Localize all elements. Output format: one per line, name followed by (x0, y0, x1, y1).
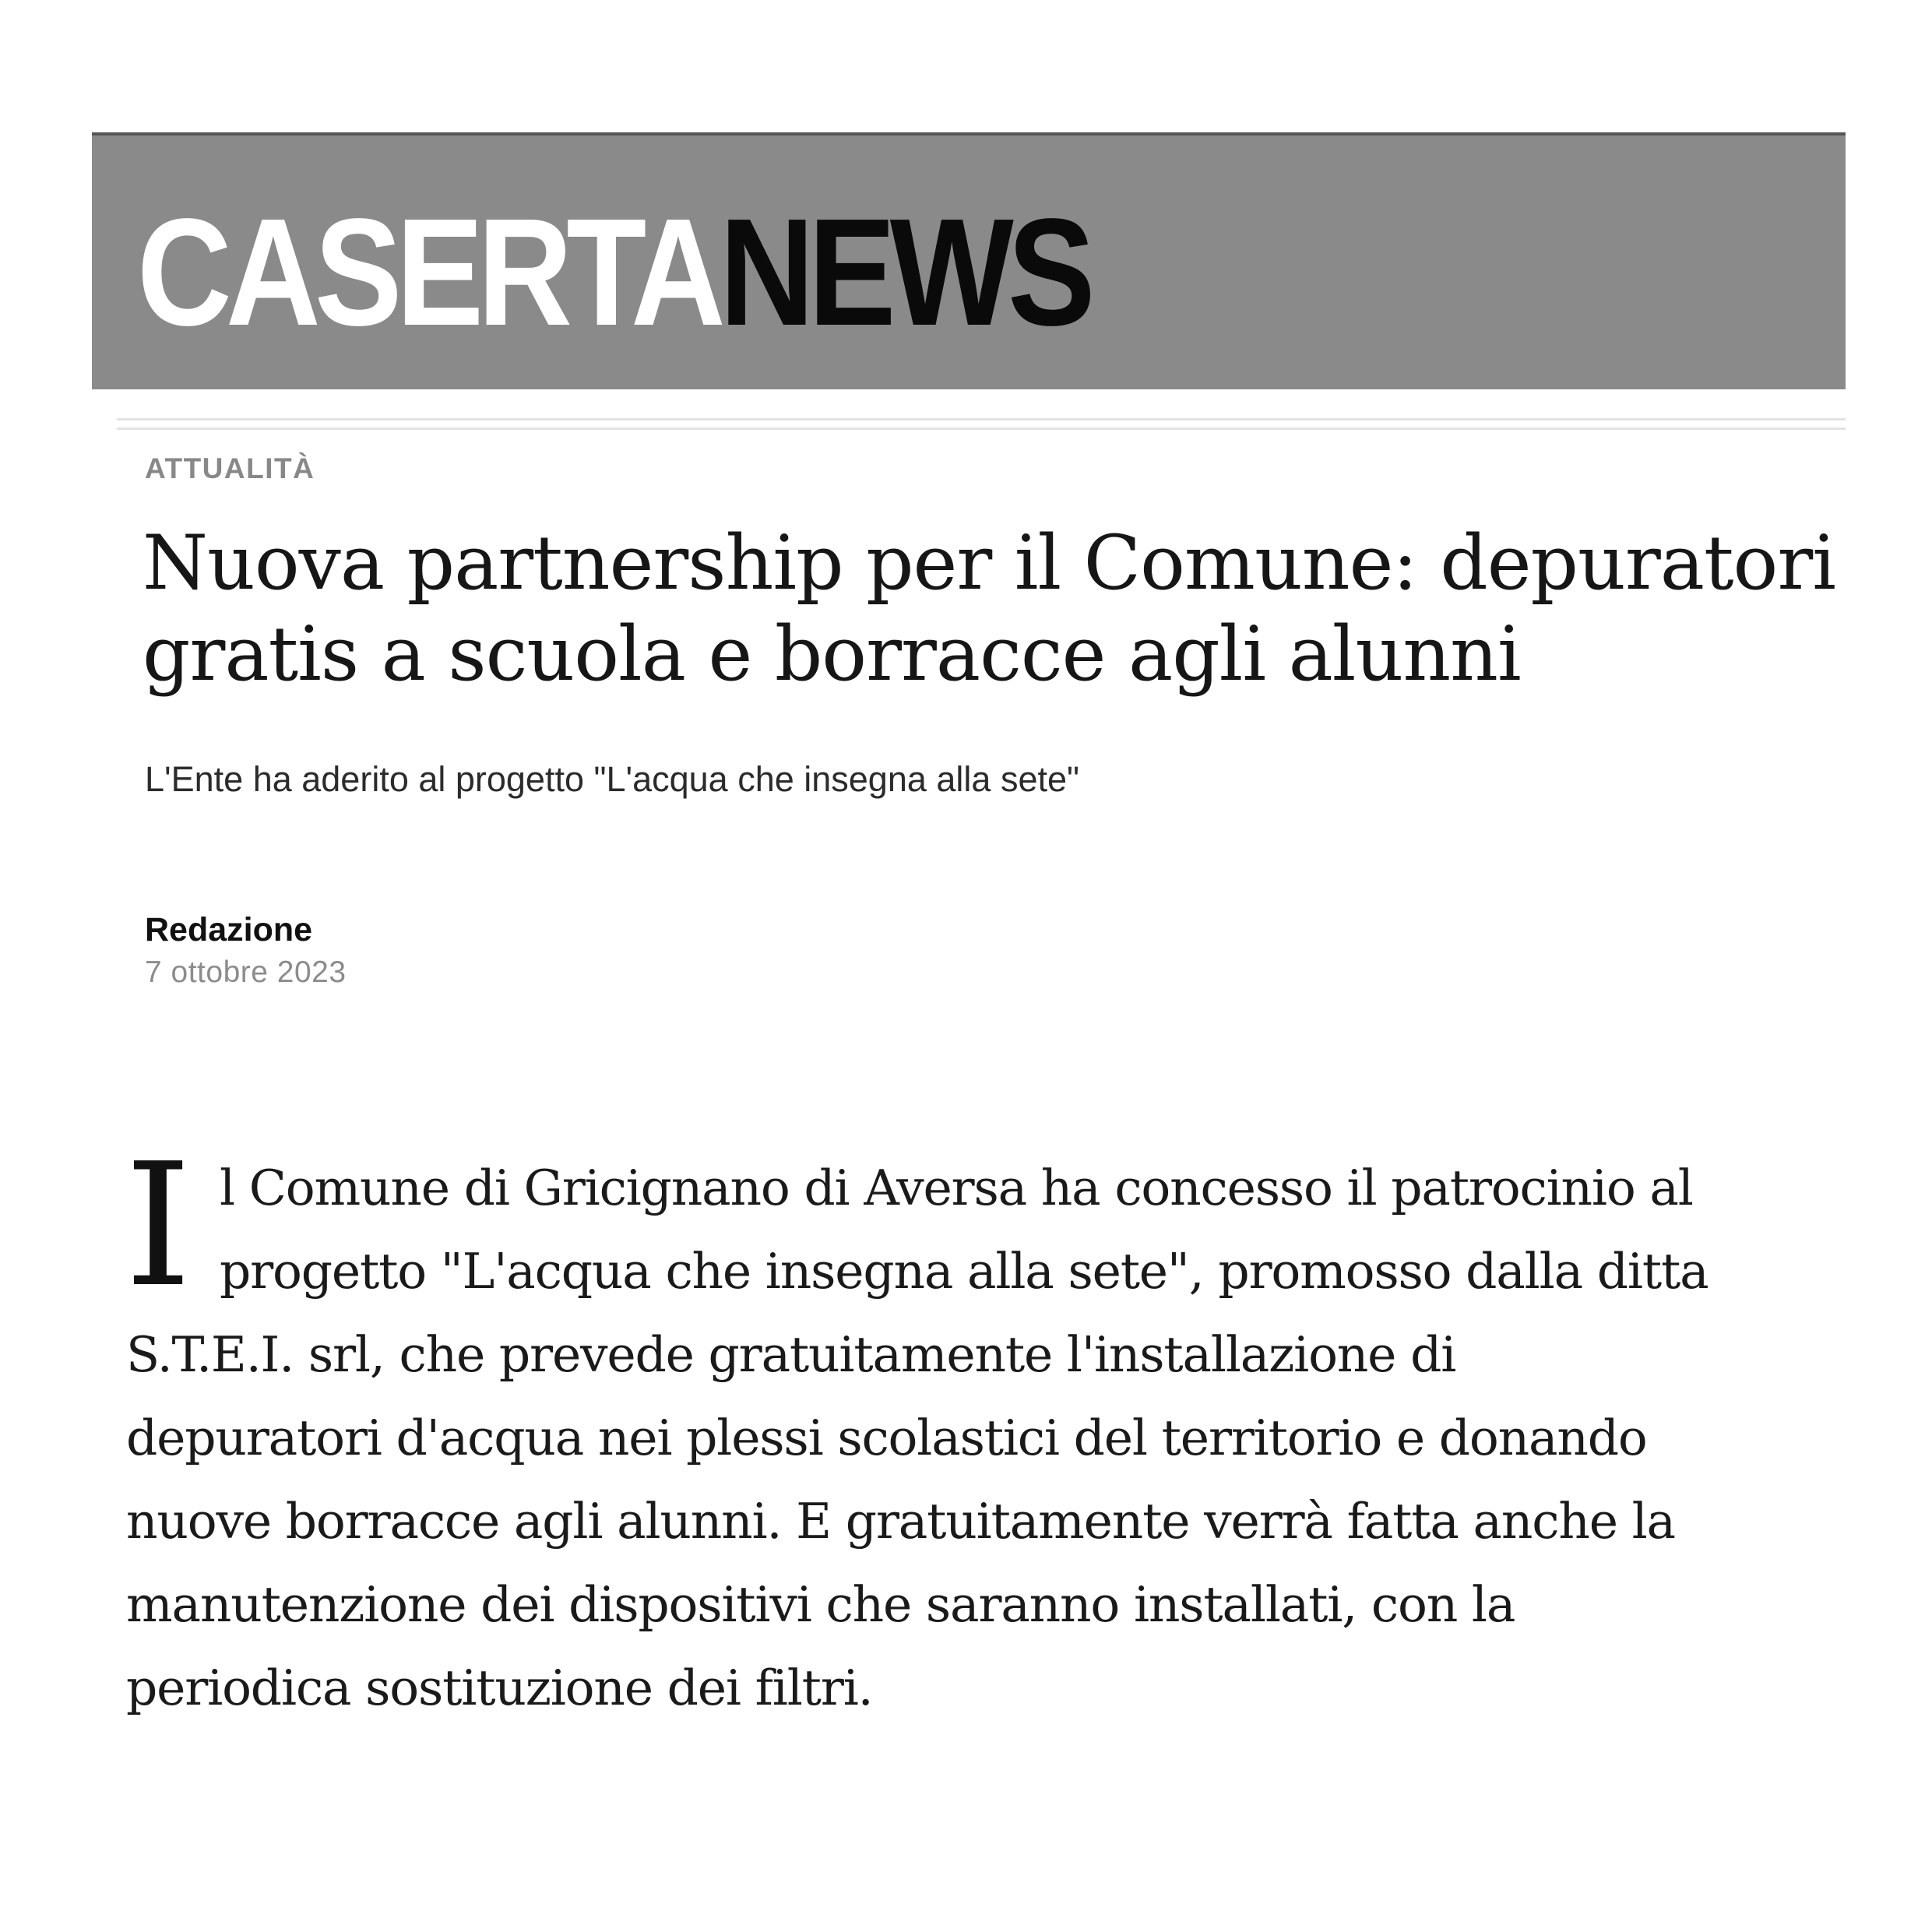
article-subtitle: L'Ente ha aderito al progetto "L'acqua che insegna alla sete" (145, 759, 1079, 799)
header-divider-top (117, 418, 1846, 421)
body-line: periodica sostituzione dei filtri. (126, 1659, 873, 1716)
body-line: nuove borracce agli alunni. E gratuitamente verrà fatta anche la (126, 1493, 1675, 1550)
site-masthead (92, 132, 1846, 389)
body-line: manutenzione dei dispositivi che saranno installati, con la (126, 1576, 1515, 1633)
article-date: 7 ottobre 2023 (145, 955, 347, 989)
body-line: depuratori d'acqua nei plessi scolastici del territorio e donando (126, 1409, 1647, 1466)
article-author[interactable]: Redazione (145, 911, 313, 948)
article-category[interactable]: ATTUALITÀ (145, 452, 315, 484)
logo-word-news: NEWS (720, 187, 1089, 357)
body-line: progetto "L'acqua che insegna alla sete", promosso dalla ditta (220, 1243, 1709, 1300)
article-title: Nuova partnership per il Comune: depuratori gratis a scuola e borracce agli alunni (143, 519, 1835, 698)
body-line: l Comune di Gricignano di Aversa ha concesso il patrocinio al (220, 1160, 1693, 1216)
logo-word-caserta: CASERTA (137, 187, 720, 357)
header-divider-bottom (117, 428, 1846, 430)
body-line: S.T.E.I. srl, che prevede gratuitamente l'installazione di (126, 1326, 1456, 1383)
drop-cap: I (125, 1128, 192, 1325)
site-logo[interactable] (137, 187, 1089, 357)
